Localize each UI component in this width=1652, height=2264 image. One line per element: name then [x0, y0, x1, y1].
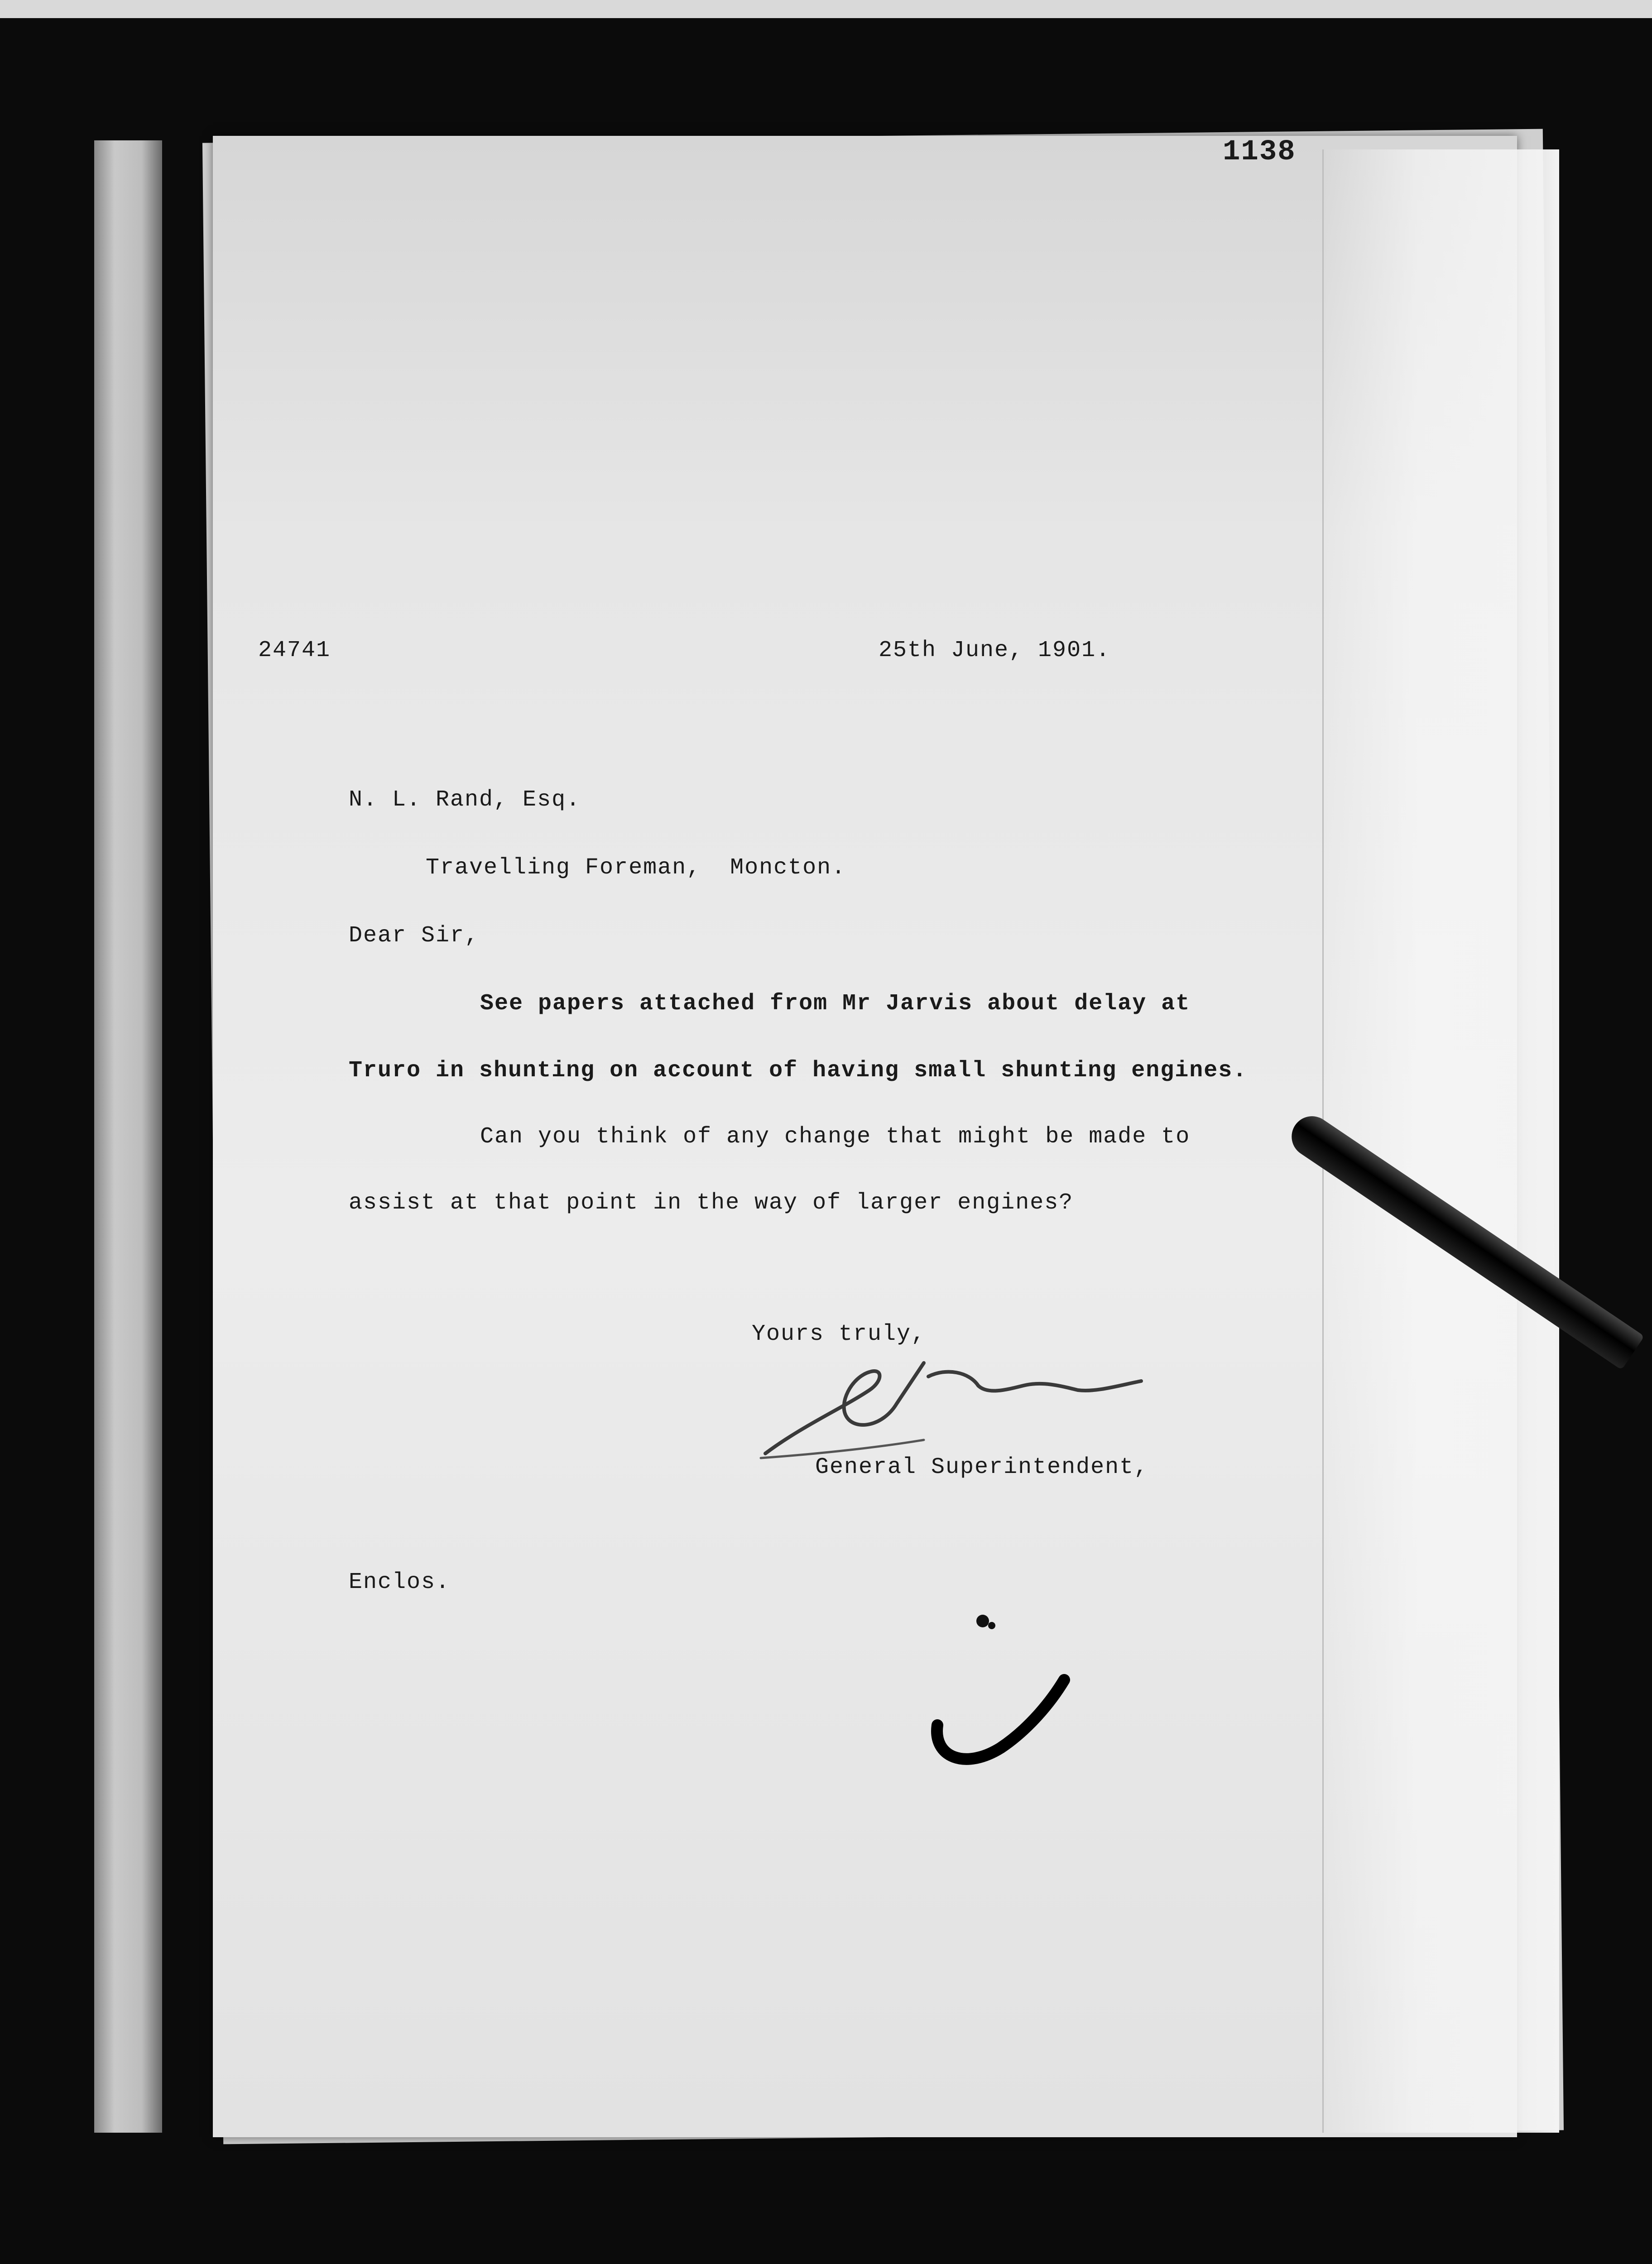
- body-line-1: See papers attached from Mr Jarvis about delay at: [480, 991, 1191, 1017]
- left-page-edge: [94, 140, 162, 2133]
- body-line-2: Truro in shunting on account of having small shunting engines.: [349, 1058, 1248, 1084]
- body-line-4: assist at that point in the way of larger engines?: [349, 1190, 1074, 1216]
- top-film-strip: [0, 0, 1652, 18]
- closing: Yours truly,: [752, 1321, 926, 1347]
- ink-mark: [915, 1612, 1087, 1784]
- signature-title: General Superintendent,: [815, 1454, 1149, 1480]
- page-number: 1138: [1223, 136, 1296, 168]
- reference-number: 24741: [258, 638, 331, 663]
- letter-date: 25th June, 1901.: [879, 638, 1111, 663]
- enclosure-note: Enclos.: [349, 1569, 451, 1595]
- translucent-overlay-sheet: [1322, 149, 1559, 2133]
- handwritten-signature: [734, 1349, 1168, 1467]
- addressee-title: Travelling Foreman, Moncton.: [426, 855, 846, 881]
- body-line-3: Can you think of any change that might be made to: [480, 1124, 1191, 1150]
- addressee-name: N. L. Rand, Esq.: [349, 787, 581, 813]
- salutation: Dear Sir,: [349, 923, 480, 949]
